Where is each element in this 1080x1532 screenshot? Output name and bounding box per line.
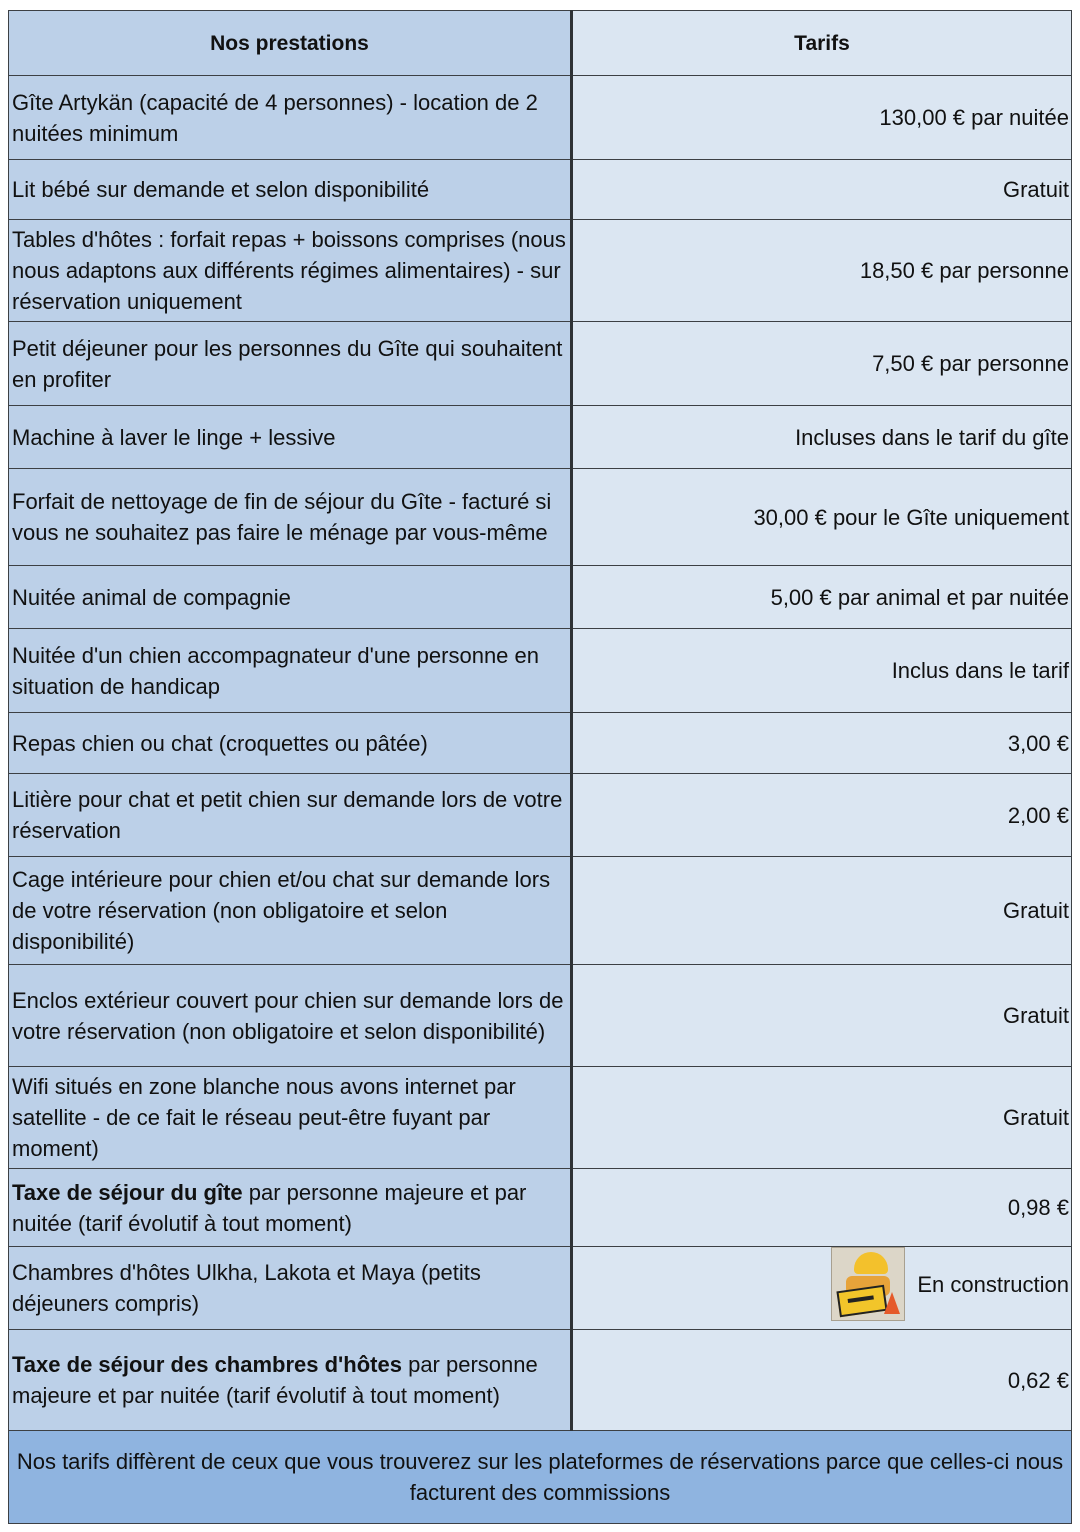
service-label bbox=[9, 566, 572, 629]
service-label-text: Wifi situés en zone blanche nous avons internet par satellite - de ce fait le réseau peut-être fuyant par moment) bbox=[12, 1074, 516, 1161]
service-label bbox=[9, 1067, 572, 1169]
service-label bbox=[9, 629, 572, 713]
service-label-text: Forfait de nettoyage de fin de séjour du Gîte - facturé si vous ne souhaitez pas faire le ménage par vous-même bbox=[12, 489, 552, 545]
service-label bbox=[9, 469, 572, 566]
table-row bbox=[9, 774, 1072, 857]
service-price: En construction bbox=[917, 1271, 1069, 1297]
service-label-text: Cage intérieure pour chien et/ou chat sur demande lors de votre réservation (non obligatoire et selon disponibilité) bbox=[12, 867, 551, 954]
service-price: Gratuit bbox=[572, 1067, 1072, 1169]
price-list bbox=[8, 10, 1071, 1524]
service-price: Incluses dans le tarif du gîte bbox=[572, 406, 1072, 469]
table-row bbox=[9, 1247, 1072, 1330]
service-label-text: Nuitée d'un chien accompagnateur d'une personne en situation de handicap bbox=[12, 642, 540, 699]
service-price: 130,00 € par nuitée bbox=[572, 76, 1072, 160]
table-footer-row bbox=[9, 1431, 1072, 1524]
table-row bbox=[9, 1330, 1072, 1431]
service-price: 3,00 € bbox=[572, 713, 1072, 774]
price-table bbox=[8, 10, 1072, 1524]
service-label-text: Lit bébé sur demande et selon disponibilité bbox=[12, 177, 430, 202]
service-label bbox=[9, 774, 572, 857]
table-row bbox=[9, 713, 1072, 774]
table-row bbox=[9, 406, 1072, 469]
service-label bbox=[9, 1330, 572, 1431]
table-row bbox=[9, 629, 1072, 713]
service-label-text: Repas chien ou chat (croquettes ou pâtée) bbox=[12, 730, 428, 756]
service-label bbox=[9, 160, 572, 220]
service-price: Inclus dans le tarif bbox=[572, 629, 1072, 713]
construction-status bbox=[831, 1247, 1069, 1321]
service-label bbox=[9, 322, 572, 406]
header-prices: Tarifs bbox=[572, 11, 1072, 76]
service-label bbox=[9, 1169, 572, 1247]
service-price: 0,62 € bbox=[572, 1330, 1072, 1431]
service-price: 0,98 € bbox=[572, 1169, 1072, 1247]
service-label-bold: Taxe de séjour des chambres d'hôtes bbox=[12, 1352, 402, 1377]
service-price: 18,50 € par personne bbox=[572, 220, 1072, 322]
service-label bbox=[9, 1247, 572, 1330]
footer-note: Nos tarifs diffèrent de ceux que vous trouverez sur les plateformes de réservations parce que celles-ci nous facturent des commissions bbox=[9, 1431, 1072, 1524]
service-label-text: Litière pour chat et petit chien sur demande lors de votre réservation bbox=[12, 787, 563, 843]
service-label-text: par personne majeure et par nuitée (tarif évolutif à tout moment) bbox=[12, 1352, 538, 1408]
service-price: 7,50 € par personne bbox=[572, 322, 1072, 406]
service-label-text: par personne majeure et par nuitée (tarif évolutif à tout moment) bbox=[12, 1179, 527, 1236]
table-row bbox=[9, 857, 1072, 965]
service-label-text: Chambres d'hôtes Ulkha, Lakota et Maya (petits déjeuners compris) bbox=[12, 1260, 481, 1316]
service-price-cell bbox=[572, 1247, 1072, 1330]
table-row bbox=[9, 1067, 1072, 1169]
service-label-text: Nuitée animal de compagnie bbox=[12, 584, 291, 610]
table-row bbox=[9, 160, 1072, 220]
under-construction-icon bbox=[831, 1247, 905, 1321]
table-row bbox=[9, 469, 1072, 566]
header-services: Nos prestations bbox=[9, 11, 572, 76]
table-row bbox=[9, 965, 1072, 1067]
table-row bbox=[9, 76, 1072, 160]
service-label-bold: Taxe de séjour du gîte bbox=[12, 1179, 243, 1205]
table-row bbox=[9, 1169, 1072, 1247]
service-label bbox=[9, 406, 572, 469]
service-price: Gratuit bbox=[572, 160, 1072, 220]
service-label-text: Petit déjeuner pour les personnes du Gîte qui souhaitent en profiter bbox=[12, 335, 563, 392]
table-row bbox=[9, 220, 1072, 322]
service-price: 5,00 € par animal et par nuitée bbox=[572, 566, 1072, 629]
service-label-text: Tables d'hôtes : forfait repas + boissons comprises (nous nous adaptons aux différents régimes alimentaires) - sur réservation uniquement bbox=[12, 227, 566, 314]
service-label-text: Gîte Artykän (capacité de 4 personnes) - location de 2 nuitées minimum bbox=[12, 89, 538, 146]
service-label bbox=[9, 965, 572, 1067]
service-price: Gratuit bbox=[572, 857, 1072, 965]
service-label bbox=[9, 857, 572, 965]
service-price: Gratuit bbox=[572, 965, 1072, 1067]
service-label bbox=[9, 220, 572, 322]
service-price: 2,00 € bbox=[572, 774, 1072, 857]
service-label-text: Machine à laver le linge + lessive bbox=[12, 424, 336, 450]
service-label-text: Enclos extérieur couvert pour chien sur demande lors de votre réservation (non obligatoire et selon disponibilité) bbox=[12, 987, 564, 1044]
table-row bbox=[9, 322, 1072, 406]
table-row bbox=[9, 566, 1072, 629]
service-label bbox=[9, 713, 572, 774]
table-header-row bbox=[9, 11, 1072, 76]
service-price: 30,00 € pour le Gîte uniquement bbox=[572, 469, 1072, 566]
service-label bbox=[9, 76, 572, 160]
